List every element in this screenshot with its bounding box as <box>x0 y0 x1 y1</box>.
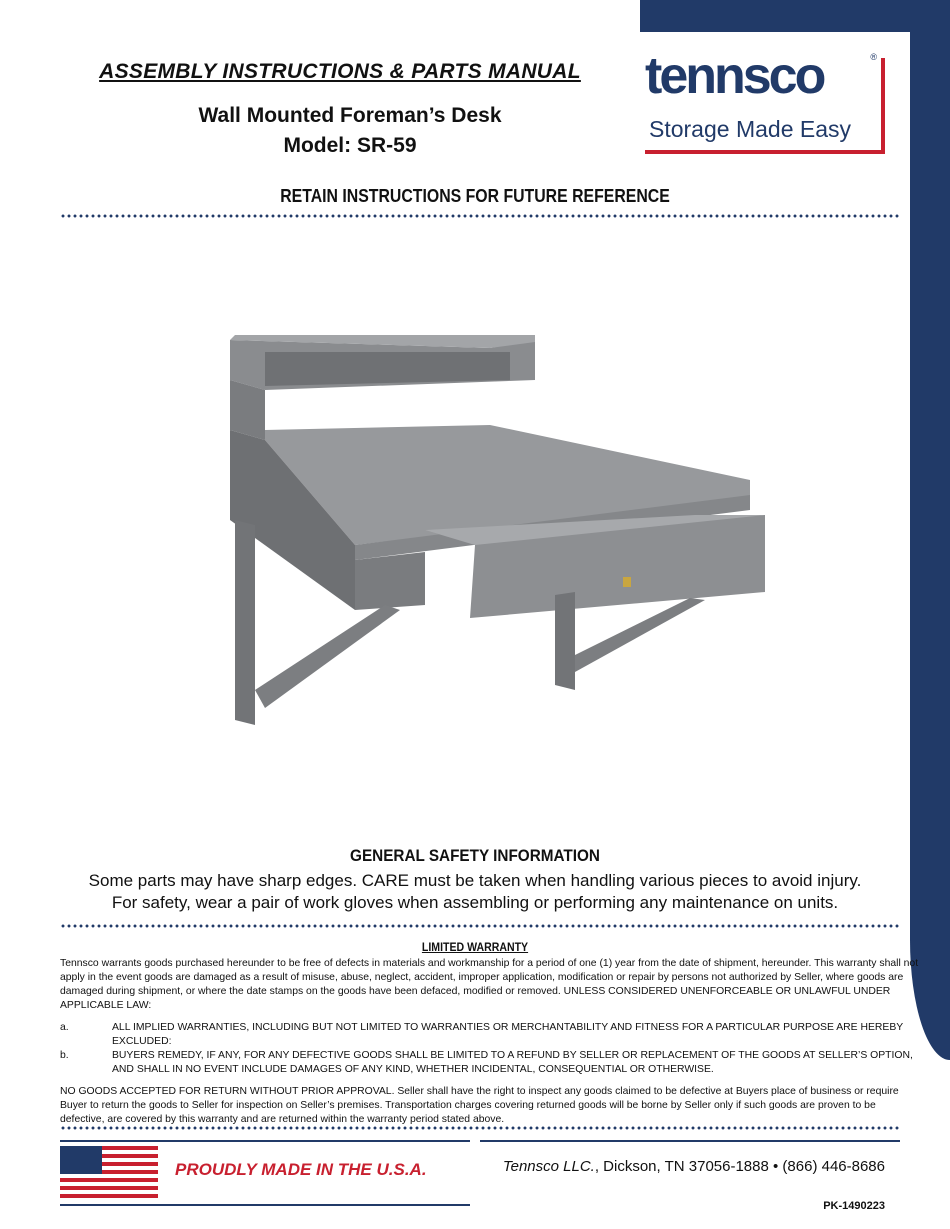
item-marker: a. <box>60 1022 69 1033</box>
dotted-divider <box>60 1126 900 1130</box>
safety-text-2: For safety, wear a pair of work gloves when assembling or performing any maintenance on units. <box>111 893 839 912</box>
brand-band-top <box>640 0 950 32</box>
registered-mark: ® <box>870 52 877 62</box>
company-address <box>430 1158 885 1175</box>
us-flag-icon <box>60 1146 158 1198</box>
desk-product-image <box>225 330 775 740</box>
model-number: Model: SR-59 <box>283 134 417 157</box>
product-name: Wall Mounted Foreman’s Desk <box>198 104 502 127</box>
part-number: PK-1490223 <box>823 1200 885 1212</box>
warranty-list <box>60 1021 920 1077</box>
made-in-usa: PROUDLY MADE IN THE U.S.A. <box>175 1160 427 1179</box>
safety-text-1: Some parts may have sharp edges. CARE must be taken when handling various pieces to avoid injury. <box>88 871 862 890</box>
footer-rule <box>60 1204 470 1206</box>
tennsco-logo <box>645 47 885 154</box>
manual-title: ASSEMBLY INSTRUCTIONS & PARTS MANUAL <box>99 60 581 83</box>
company-name: Tennsco LLC. <box>502 1158 595 1175</box>
warranty-item <box>60 1021 920 1049</box>
safety-heading: GENERAL SAFETY INFORMATION <box>350 846 600 865</box>
footer-rule <box>60 1140 470 1142</box>
address-text: , Dickson, TN 37056-1888 • (866) 446-8686 <box>594 1158 885 1175</box>
footer-rule <box>480 1140 900 1142</box>
logo-wordmark: tennsco <box>645 47 824 105</box>
logo-tagline: Storage Made Easy <box>649 116 852 142</box>
item-text: BUYERS REMEDY, IF ANY, FOR ANY DEFECTIVE GOODS SHALL BE LIMITED TO A REFUND BY SELLER OR REPLACEMENT OF THE GOODS AT SELLER’S OPTION, AND SHALL IN NO EVENT INCLUDE DAMAGES OF ANY KIND, WHETHER INCIDENTAL, CONSEQUENTIAL OR OTHERWISE. <box>112 1050 913 1075</box>
warranty-heading: LIMITED WARRANTY <box>421 940 529 954</box>
dotted-divider <box>60 924 900 928</box>
retain-notice: RETAIN INSTRUCTIONS FOR FUTURE REFERENCE <box>280 186 670 206</box>
warranty-intro: Tennsco warrants goods purchased hereunder to be free of defects in materials and workmanship for a period of one (1) year from the date of shipment, hereunder. This warranty shall not apply in the event goods are damaged as a result of misuse, abuse, neglect, accident, improper application, modification or repair by persons not authorized by Seller, where goods are damaged during shipment, or where the date stamps on the goods have been defaced, modified or removed. UNLESS CONSIDERED UNENFORCEABLE OR UNLAWFUL UNDER APPLICABLE LAW: <box>60 958 919 1011</box>
item-text: ALL IMPLIED WARRANTIES, INCLUDING BUT NOT LIMITED TO WARRANTIES OR MERCHANTABILITY AND FITNESS FOR A PARTICULAR PURPOSE ARE HEREBY EXCLUDED: <box>112 1022 903 1047</box>
warranty-returns: NO GOODS ACCEPTED FOR RETURN WITHOUT PRIOR APPROVAL. Seller shall have the right to inspect any goods claimed to be defective at Buyers place of business or require Buyer to return the goods to Seller for inspection on Seller’s premises. Transportation charges covering returned goods will be borne by Seller only if such goods are proven to be defective, are covered by this warranty and are returned within the warranty period stated above. <box>60 1086 899 1125</box>
item-marker: b. <box>60 1050 69 1061</box>
logo-accent <box>881 58 885 154</box>
warranty-body <box>60 957 920 1135</box>
dotted-divider <box>60 214 900 218</box>
logo-accent <box>645 150 885 154</box>
warranty-item <box>60 1049 920 1077</box>
